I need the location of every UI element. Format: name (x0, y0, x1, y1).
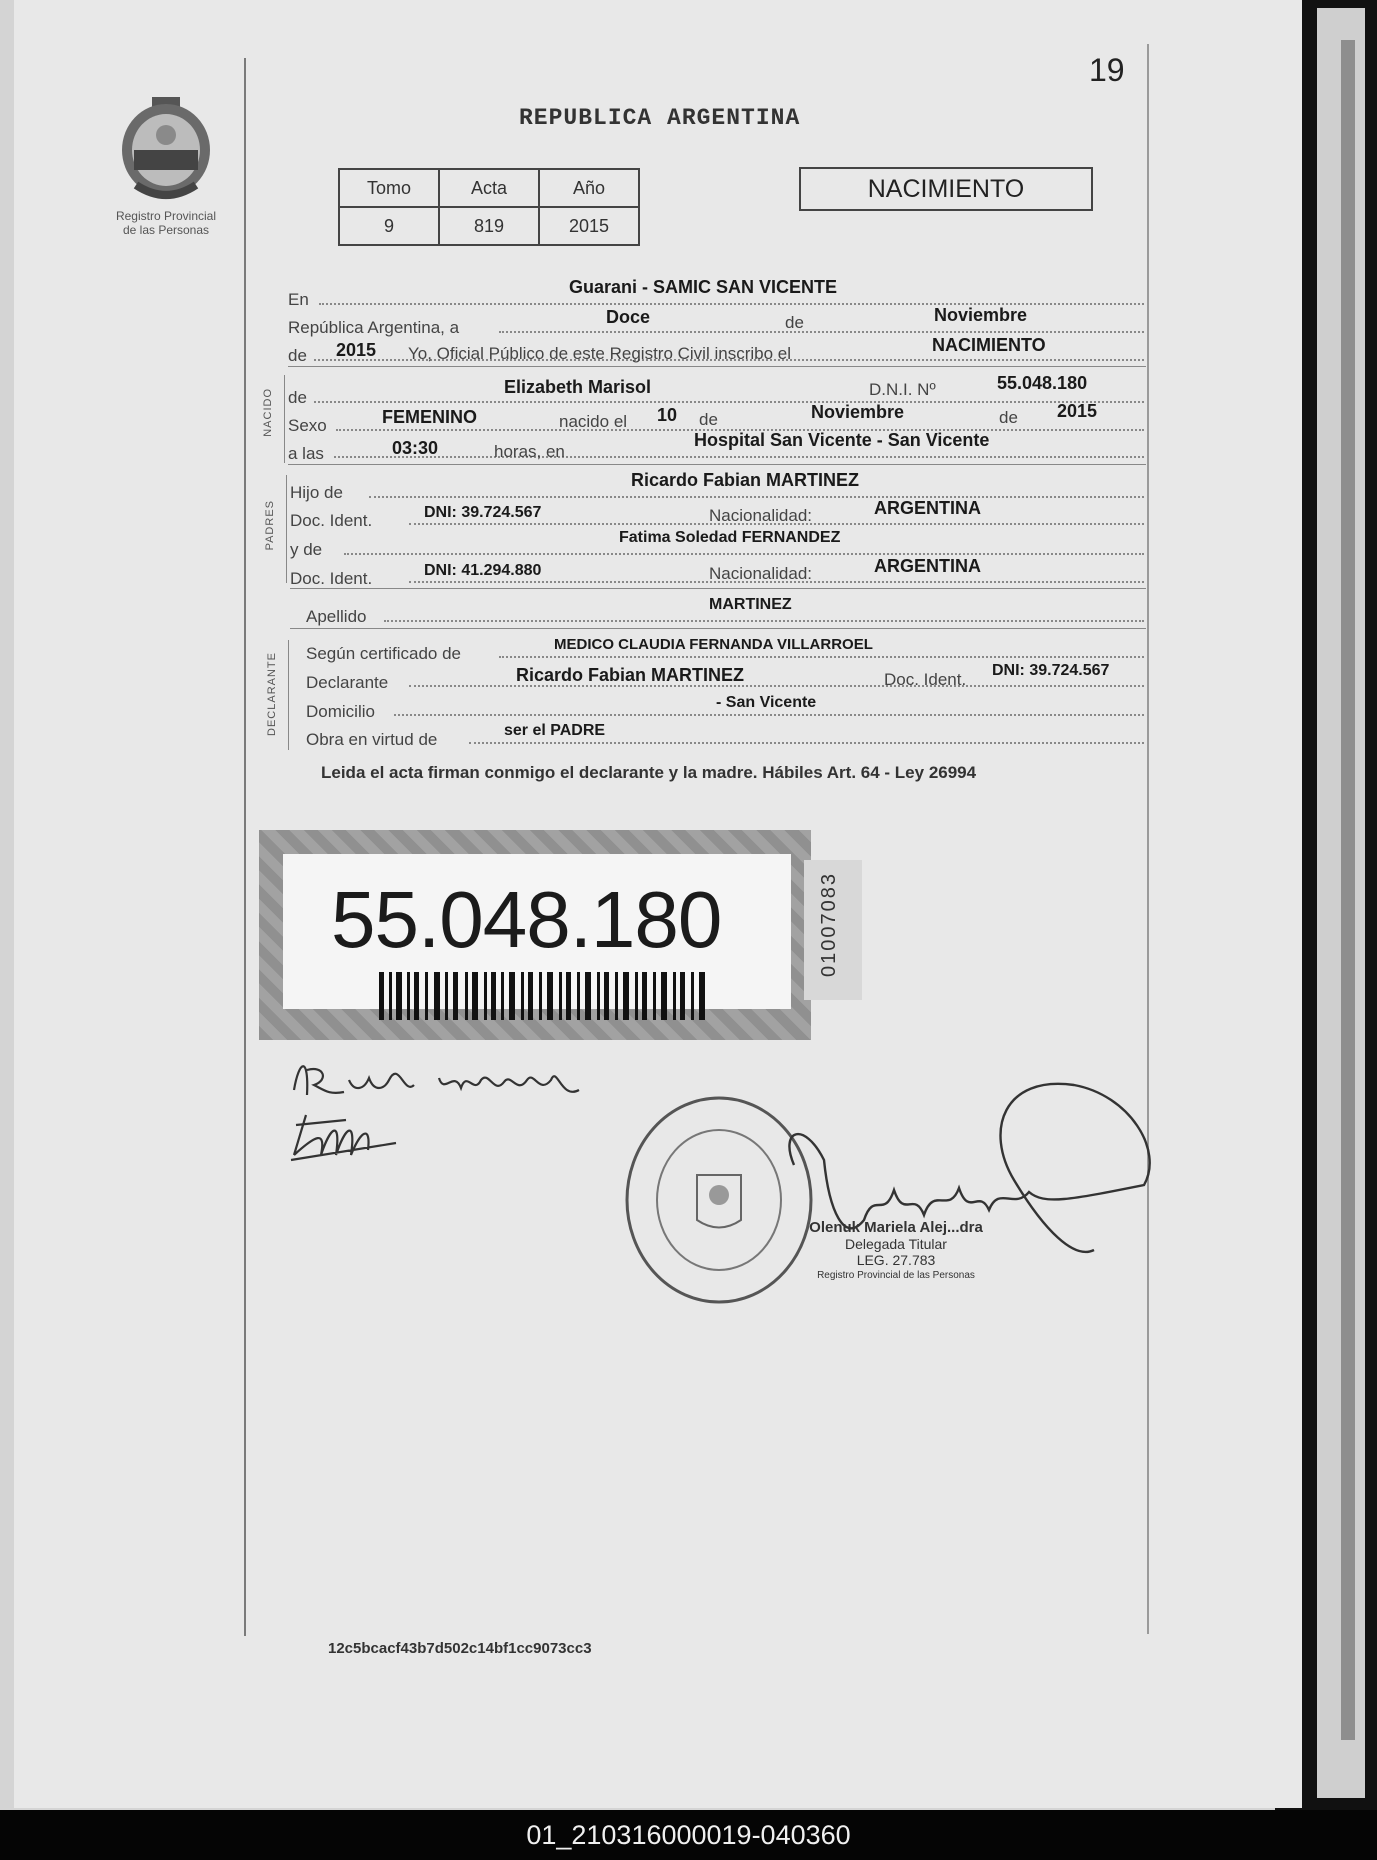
nacido-el-label: nacido el (559, 412, 628, 431)
de2-label: de (288, 346, 307, 365)
mother-doc-label: Doc. Ident. (290, 569, 373, 588)
birth-year: 2015 (1057, 401, 1098, 421)
surname-value: MARTINEZ (709, 596, 792, 613)
dni-sticker (259, 830, 811, 1040)
declarant-doc: DNI: 39.724.567 (992, 662, 1110, 679)
document-hash: 12c5bcacf43b7d502c14bf1cc9073cc3 (328, 1640, 592, 1657)
oficial-label: Yo, Oficial Público de este Registro Civil inscribo el (408, 344, 791, 363)
scan-filename-bar: 01_210316000019-040360 (0, 1810, 1377, 1860)
hijo-de-label: Hijo de (290, 483, 343, 502)
segun-label: Según certificado de (306, 644, 461, 663)
declarant-name: Ricardo Fabian MARTINEZ (516, 665, 745, 685)
barcode-icon (379, 972, 709, 1020)
ref-value-anio: 2015 (539, 207, 639, 245)
document-title: REPUBLICA ARGENTINA (519, 105, 801, 131)
official-role: Delegada Titular (845, 1236, 947, 1252)
certificate-issuer: MEDICO CLAUDIA FERNANDA VILLARROEL (554, 636, 873, 653)
legal-notice: Leida el acta firman conmigo el declarante y la madre. Hábiles Art. 64 - Ley 26994 (321, 763, 977, 782)
father-doc: DNI: 39.724.567 (424, 504, 542, 521)
dni-label: D.N.I. Nº (869, 380, 936, 399)
birth-time: 03:30 (392, 438, 439, 458)
ref-header-anio: Año (539, 169, 639, 207)
address-value: - San Vicente (716, 694, 817, 711)
obra-label: Obra en virtud de (306, 730, 438, 749)
declarant-handwritten-signature (289, 1050, 609, 1110)
page-number: 19 (1089, 52, 1125, 88)
sticker-dni-number: 55.048.180 (331, 875, 722, 964)
de-label: de (785, 313, 804, 332)
birth-month: Noviembre (811, 402, 905, 422)
newborn-name: Elizabeth Marisol (504, 377, 652, 397)
year-value: 2015 (336, 340, 377, 360)
horas-label: horas, en (494, 442, 565, 461)
official-signature-block (796, 1220, 996, 1284)
birth-place: Hospital San Vicente - San Vicente (694, 430, 990, 450)
newborn-sex: FEMENINO (382, 407, 478, 427)
mother-nationality-label: Nacionalidad: (709, 564, 813, 583)
ref-value-acta: 819 (439, 207, 539, 245)
official-leg: LEG. 27.783 (856, 1252, 936, 1268)
ref-header-acta: Acta (439, 169, 539, 207)
alas-label: a las (288, 444, 324, 463)
birth-day: 10 (657, 405, 678, 425)
padres-section-label: PADRES (264, 500, 276, 551)
declarante-section-label: DECLARANTE (266, 652, 278, 736)
nacido-de-label: de (288, 388, 307, 407)
declarant-doc-label: Doc. Ident. (884, 670, 967, 689)
mother-nationality: ARGENTINA (874, 556, 981, 576)
birth-de-label: de (699, 410, 718, 429)
sticker-serial (804, 860, 862, 1000)
republica-label: República Argentina, a (288, 318, 460, 337)
apellido-label: Apellido (306, 607, 367, 626)
mother-handwritten-signature (286, 1105, 406, 1165)
father-doc-label: Doc. Ident. (290, 511, 373, 530)
sticker-serial-number: 01007083 (818, 872, 840, 977)
en-label: En (288, 290, 309, 309)
y-de-label: y de (290, 540, 323, 559)
logo-caption-line2: de las Personas (122, 223, 210, 237)
mother-doc: DNI: 41.294.880 (424, 562, 542, 579)
birth-certificate-page (14, 0, 1302, 1808)
birth-de2-label: de (999, 408, 1018, 427)
day-value: Doce (606, 307, 651, 327)
acting-as-value: ser el PADRE (504, 722, 606, 739)
declarante-label: Declarante (306, 673, 389, 692)
nacido-section-label: NACIDO (262, 388, 274, 437)
record-type-value: NACIMIENTO (932, 335, 1046, 355)
month-value: Noviembre (934, 305, 1028, 325)
father-nationality-label: Nacionalidad: (709, 506, 813, 525)
mother-name: Fatima Soledad FERNANDEZ (619, 529, 841, 546)
place-value: Guarani - SAMIC SAN VICENTE (569, 277, 838, 297)
official-office: Registro Provincial de las Personas (817, 1270, 975, 1281)
ref-value-tomo: 9 (339, 207, 439, 245)
official-name: Olenuk Mariela Alej...dra (809, 1219, 983, 1236)
logo-caption-line1: Registro Provincial (115, 209, 217, 223)
ref-header-tomo: Tomo (339, 169, 439, 207)
domicilio-label: Domicilio (306, 702, 375, 721)
record-type-box: NACIMIENTO (799, 167, 1093, 211)
father-nationality: ARGENTINA (874, 498, 981, 518)
father-name: Ricardo Fabian MARTINEZ (631, 470, 860, 490)
newborn-dni: 55.048.180 (997, 373, 1088, 393)
sexo-label: Sexo (288, 416, 327, 435)
